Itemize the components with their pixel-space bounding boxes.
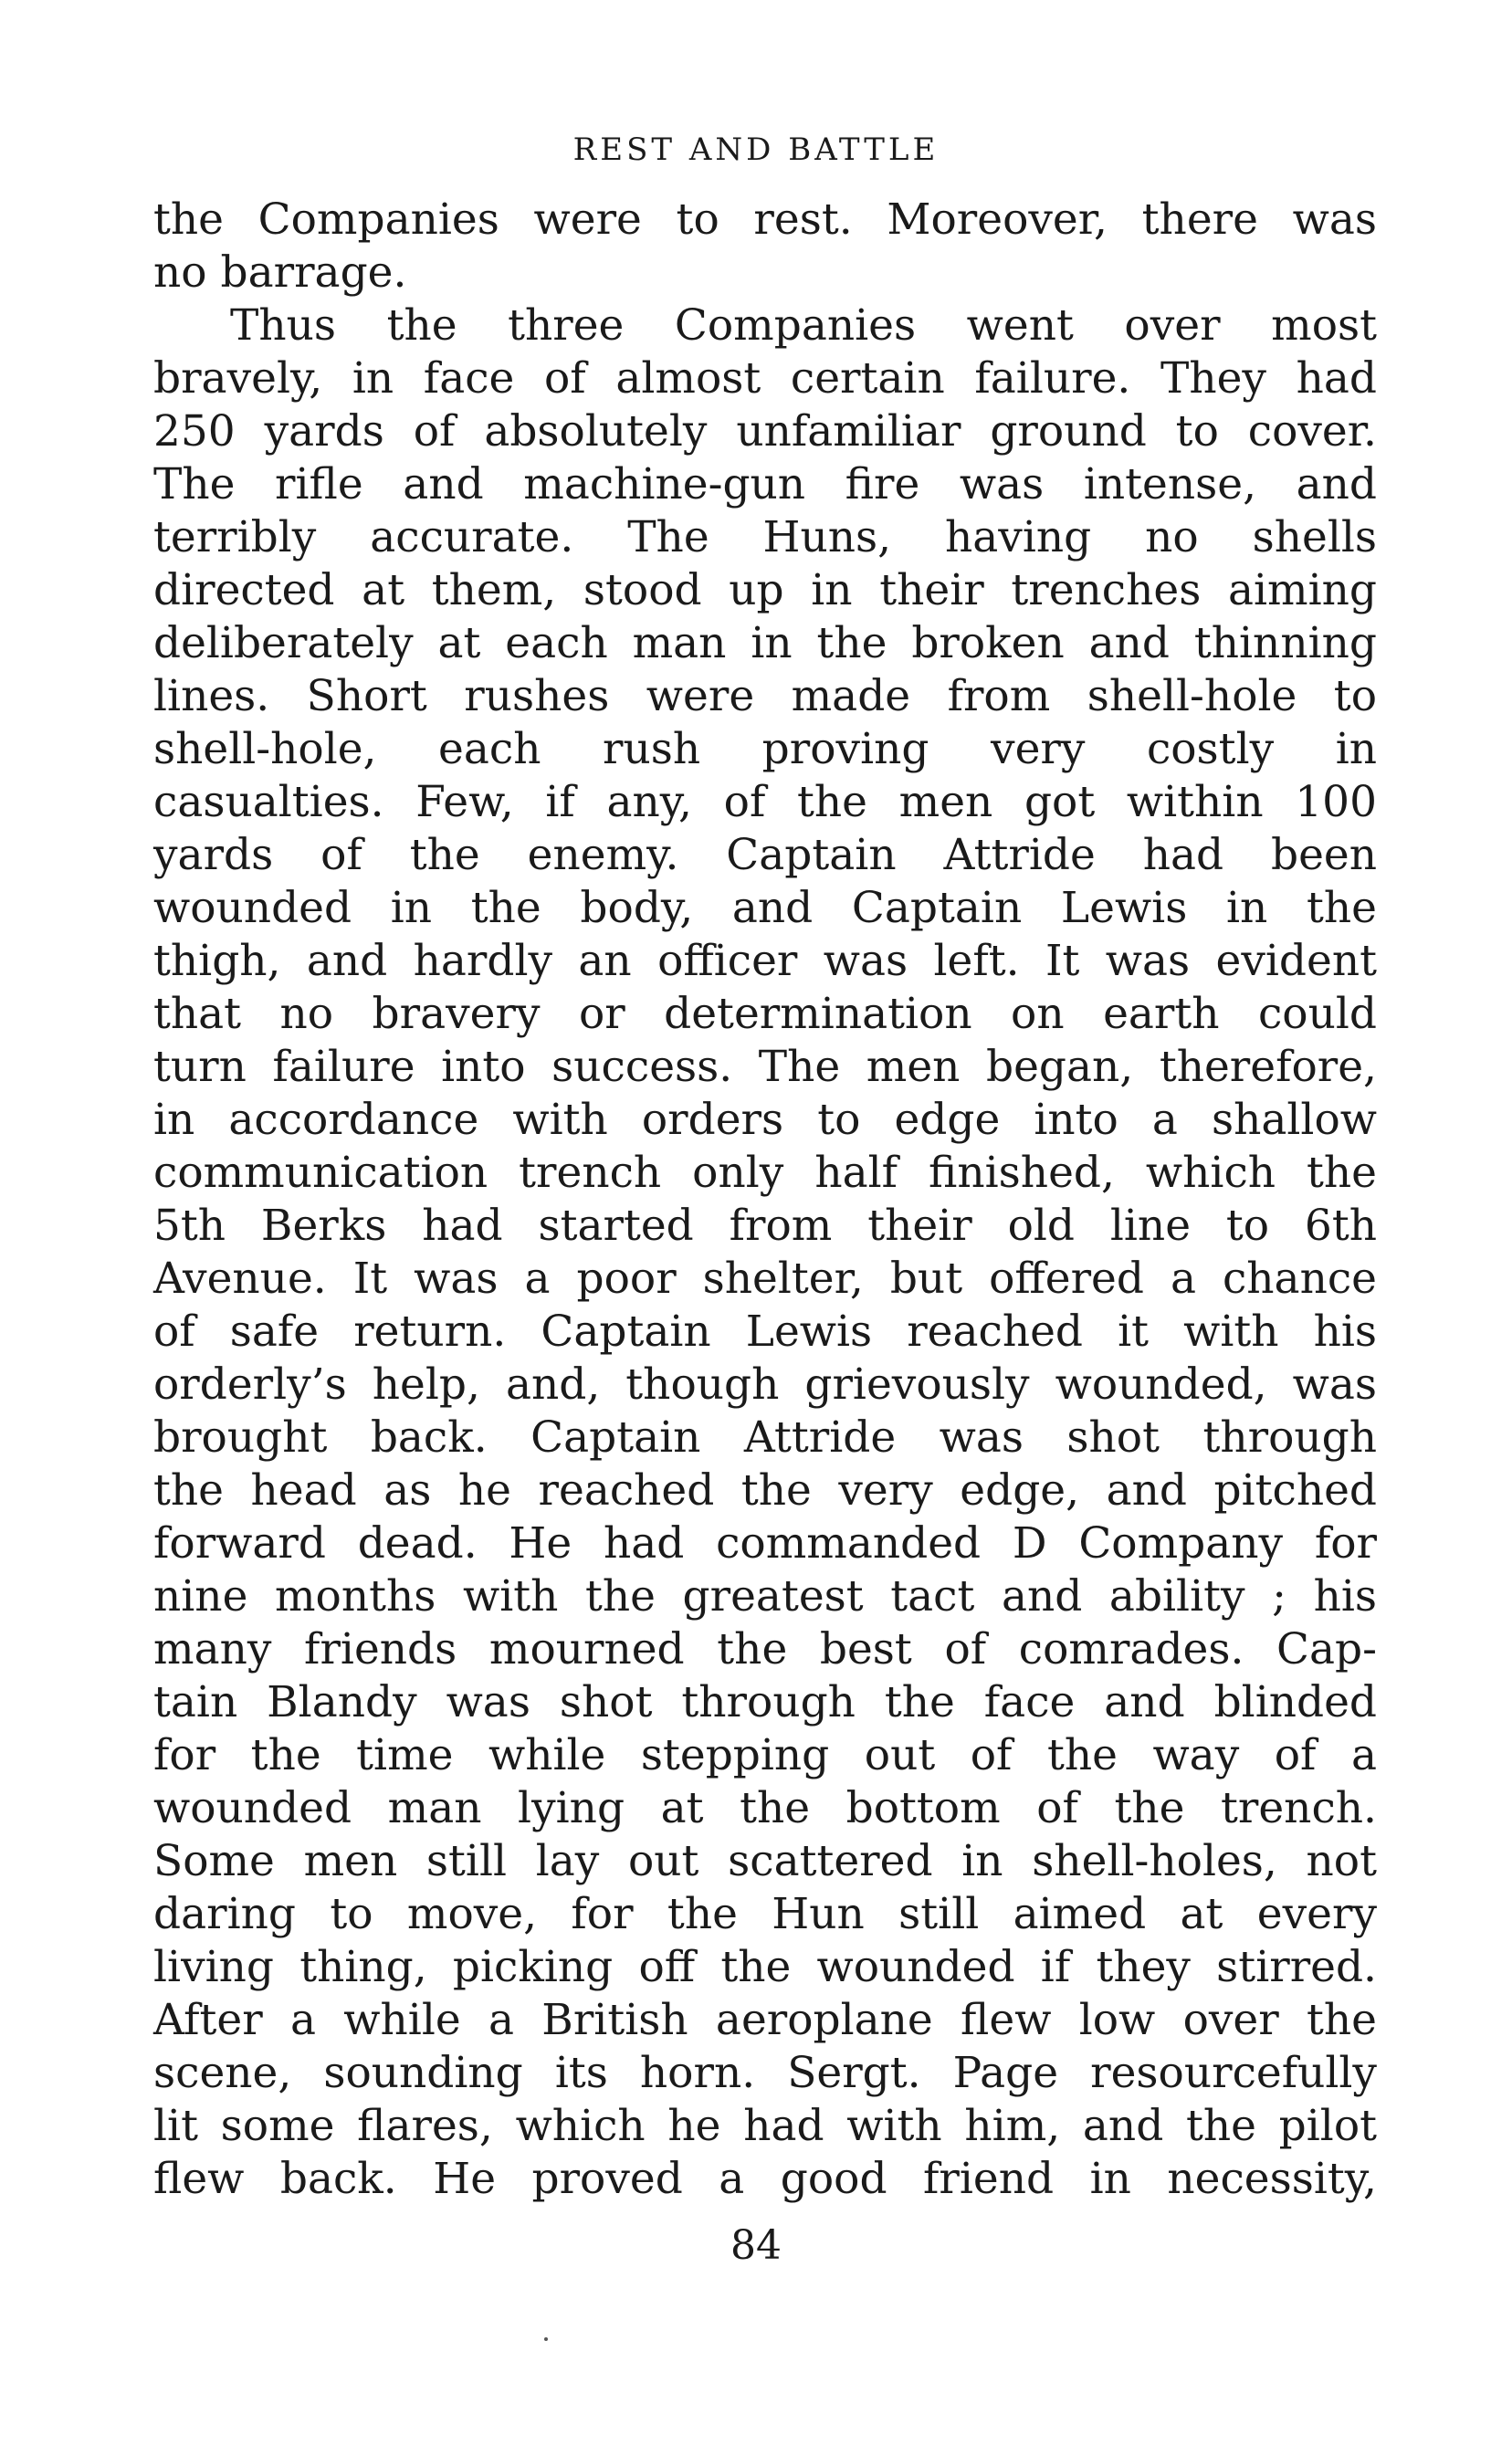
text-line: for the time while stepping out of the way of a — [153, 1730, 1377, 1780]
text-line: shell-hole, each rush proving very costly in — [153, 724, 1377, 774]
text-line: directed at them, stood up in their trenches aiming — [153, 565, 1377, 615]
text-line: yards of the enemy. Captain Attride had been — [153, 830, 1377, 880]
text-line: in accordance with orders to edge into a shallow — [153, 1095, 1377, 1145]
text-line: terribly accurate. The Huns, having no shells — [153, 512, 1377, 562]
text-line: communication trench only half finished, which the — [153, 1148, 1377, 1198]
text-line: the head as he reached the very edge, and pitched — [153, 1465, 1377, 1516]
text-line: the Companies were to rest. Moreover, there was — [153, 194, 1377, 245]
text-line: Avenue. It was a poor shelter, but offered a chance — [153, 1254, 1377, 1304]
text-line: 5th Berks had started from their old line to 6th — [153, 1201, 1377, 1251]
text-line: living thing, picking off the wounded if they stirred. — [153, 1942, 1377, 1992]
text-line: flew back. He proved a good friend in necessity, — [153, 2154, 1377, 2204]
text-line: After a while a British aeroplane flew low over the — [153, 1995, 1377, 2045]
text-line: of safe return. Captain Lewis reached it with his — [153, 1307, 1377, 1357]
text-line: tain Blandy was shot through the face and blinded — [153, 1677, 1377, 1727]
text-line: lit some flares, which he had with him, and the pilot — [153, 2101, 1377, 2151]
text-line: deliberately at each man in the broken and thinning — [153, 618, 1377, 668]
text-line: wounded in the body, and Captain Lewis in the — [153, 883, 1377, 933]
print-speck — [544, 2337, 548, 2341]
text-line: thigh, and hardly an officer was left. It was evident — [153, 936, 1377, 986]
text-line: scene, sounding its horn. Sergt. Page resourcefully — [153, 2048, 1377, 2098]
text-line: Thus the three Companies went over most — [230, 300, 1377, 351]
text-line: turn failure into success. The men began, therefore, — [153, 1042, 1377, 1092]
running-head: REST AND BATTLE — [572, 131, 940, 168]
text-line: bravely, in face of almost certain failure. They had — [153, 353, 1377, 404]
text-line: wounded man lying at the bottom of the trench. — [153, 1783, 1377, 1833]
text-line: forward dead. He had commanded D Company for — [153, 1518, 1377, 1569]
text-line: lines. Short rushes were made from shell-hole to — [153, 671, 1377, 721]
text-line: 250 yards of absolutely unfamiliar ground to cover. — [153, 406, 1377, 457]
text-line: The rifle and machine-gun fire was intense, and — [153, 459, 1377, 509]
text-line: that no bravery or determination on earth could — [153, 989, 1377, 1039]
text-line: casualties. Few, if any, of the men got within 100 — [153, 777, 1377, 827]
text-line: no barrage. — [153, 247, 407, 298]
text-line: many friends mourned the best of comrades. Cap- — [153, 1624, 1377, 1674]
text-line: nine months with the greatest tact and ability ; his — [153, 1571, 1377, 1622]
text-line: daring to move, for the Hun still aimed at every — [153, 1889, 1377, 1939]
text-line: orderly’s help, and, though grievously wounded, was — [153, 1359, 1377, 1410]
text-line: Some men still lay out scattered in shell-holes, not — [153, 1836, 1377, 1886]
page-number: 84 — [730, 2222, 782, 2269]
text-line: brought back. Captain Attride was shot through — [153, 1412, 1377, 1463]
body-text — [153, 194, 1377, 2206]
